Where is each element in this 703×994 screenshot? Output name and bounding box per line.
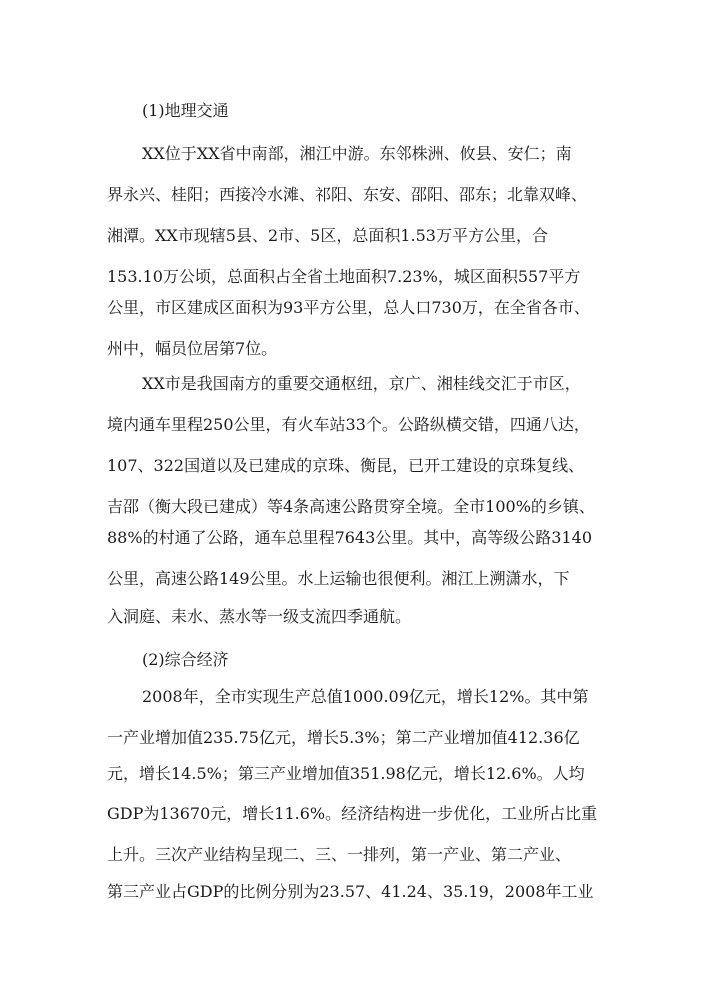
paragraph-line: 境内通车里程250公里，有火车站33个。公路纵横交错，四通八达，	[107, 415, 590, 434]
paragraph-line: 吉邵（衡大段已建成）等4条高速公路贯穿全境。全市100%的乡镇、	[107, 497, 595, 516]
paragraph-line: 第三产业占GDP的比例分别为23.57、41.24、35.19，2008年工业	[107, 882, 594, 901]
paragraph-line: 公里，市区建成区面积为93平方公里，总人口730万，在全省各市、	[107, 298, 590, 317]
paragraph-line: 界永兴、桂阳；西接冷水滩、祁阳、东安、邵阳、邵东；北靠双峰、	[107, 185, 588, 204]
paragraph-line: 一产业增加值235.75亿元，增长5.3%；第二产业增加值412.36亿	[107, 728, 580, 747]
paragraph-line: 元，增长14.5%；第三产业增加值351.98亿元，增长12.6%。人均	[107, 764, 585, 783]
section-heading-geography: (1)地理交通	[142, 101, 229, 120]
paragraph-line: 上升。三次产业结构呈现二、三、一排列，第一产业、第二产业、	[107, 845, 572, 864]
paragraph-line: 107、322国道以及已建成的京珠、衡昆，已开工建设的京珠复线、	[107, 456, 585, 475]
paragraph-line: 州中，幅员位居第7位。	[107, 339, 278, 358]
paragraph-line: GDP为13670元，增长11.6%。经济结构进一步优化，工业所占比重	[107, 804, 598, 823]
section-heading-economy: (2)综合经济	[142, 650, 229, 669]
paragraph-line: 入洞庭、耒水、蒸水等一级支流四季通航。	[107, 607, 412, 626]
paragraph-line: 公里，高速公路149公里。水上运输也很便利。湘江上溯潇水，下	[107, 569, 570, 588]
paragraph-line: 88%的村通了公路，通车总里程7643公里。其中，高等级公路3140	[107, 528, 593, 547]
paragraph-line: 153.10万公顷，总面积占全省土地面积7.23%，城区面积557平方	[107, 267, 581, 286]
paragraph-line: 湘潭。XX市现辖5县、2市、5区，总面积1.53万平方公里，合	[107, 226, 548, 245]
paragraph-line: XX位于XX省中南部，湘江中游。东邻株洲、攸县、安仁；南	[142, 144, 572, 163]
paragraph-line: XX市是我国南方的重要交通枢纽，京广、湘桂线交汇于市区，	[142, 374, 581, 393]
paragraph-line: 2008年，全市实现生产总值1000.09亿元，增长12%。其中第	[142, 687, 589, 706]
